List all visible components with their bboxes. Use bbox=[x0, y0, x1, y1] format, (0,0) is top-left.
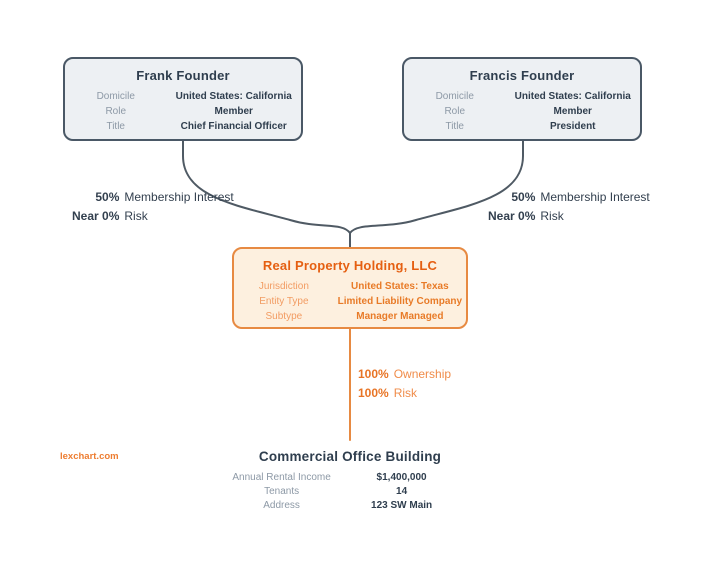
entity-title: Real Property Holding, LLC bbox=[262, 258, 438, 273]
entity-card-real-property-holding[interactable] bbox=[232, 247, 468, 329]
edge-label-holding-ownership[interactable] bbox=[358, 365, 451, 403]
attribute-label: Role bbox=[444, 106, 466, 117]
edge-label-text: Membership Interest bbox=[124, 190, 234, 204]
attribute-label: Subtype bbox=[265, 311, 303, 322]
entity-attributes bbox=[65, 89, 301, 134]
edge-label-francis-membership[interactable] bbox=[488, 188, 650, 226]
edge-label-text: Risk bbox=[124, 209, 148, 223]
attribute-value: United States: California bbox=[514, 91, 631, 102]
attribute-label: Entity Type bbox=[259, 296, 309, 307]
attribute-label: Tenants bbox=[264, 486, 300, 497]
edge-label-value: 50% bbox=[511, 190, 536, 204]
entity-card-commercial-office-building[interactable] bbox=[230, 449, 470, 513]
lexchart-watermark-link[interactable]: lexchart.com bbox=[60, 451, 119, 462]
edge-label-value: Near 0% bbox=[488, 209, 536, 223]
attribute-label: Jurisdiction bbox=[258, 281, 309, 292]
entity-attributes bbox=[230, 471, 470, 513]
attribute-value: Member bbox=[214, 106, 253, 117]
attribute-value: United States: Texas bbox=[351, 281, 449, 292]
edge-label-value: 100% bbox=[358, 386, 389, 400]
attribute-label: Title bbox=[106, 121, 125, 132]
attribute-label: Domicile bbox=[435, 91, 474, 102]
attribute-value: Chief Financial Officer bbox=[180, 121, 287, 132]
entity-title: Frank Founder bbox=[136, 68, 230, 83]
entity-card-francis-founder[interactable] bbox=[402, 57, 642, 141]
attribute-label: Domicile bbox=[96, 91, 135, 102]
entity-card-frank-founder[interactable] bbox=[63, 57, 303, 141]
attribute-value: Limited Liability Company bbox=[337, 296, 463, 307]
edge-label-text: Ownership bbox=[393, 367, 452, 381]
entity-attributes bbox=[404, 89, 640, 134]
attribute-value: 14 bbox=[396, 486, 408, 497]
edge-label-frank-membership[interactable] bbox=[72, 188, 234, 226]
edge-label-text: Risk bbox=[540, 209, 564, 223]
attribute-value: Member bbox=[553, 106, 592, 117]
attribute-value: $1,400,000 bbox=[376, 472, 427, 483]
entity-title: Commercial Office Building bbox=[258, 449, 442, 464]
edge-label-value: 100% bbox=[358, 367, 389, 381]
attribute-value: Manager Managed bbox=[356, 311, 444, 322]
attribute-label: Annual Rental Income bbox=[232, 472, 331, 483]
edge-label-text: Risk bbox=[393, 386, 418, 400]
attribute-value: 123 SW Main bbox=[371, 500, 433, 511]
entity-attributes bbox=[234, 279, 466, 324]
attribute-label: Address bbox=[263, 500, 300, 511]
attribute-value: United States: California bbox=[175, 91, 292, 102]
attribute-label: Title bbox=[445, 121, 464, 132]
edge-label-text: Membership Interest bbox=[540, 190, 650, 204]
edge-label-value: 50% bbox=[95, 190, 120, 204]
edge-label-value: Near 0% bbox=[72, 209, 120, 223]
attribute-label: Role bbox=[105, 106, 127, 117]
entity-title: Francis Founder bbox=[469, 68, 575, 83]
attribute-value: President bbox=[549, 121, 596, 132]
